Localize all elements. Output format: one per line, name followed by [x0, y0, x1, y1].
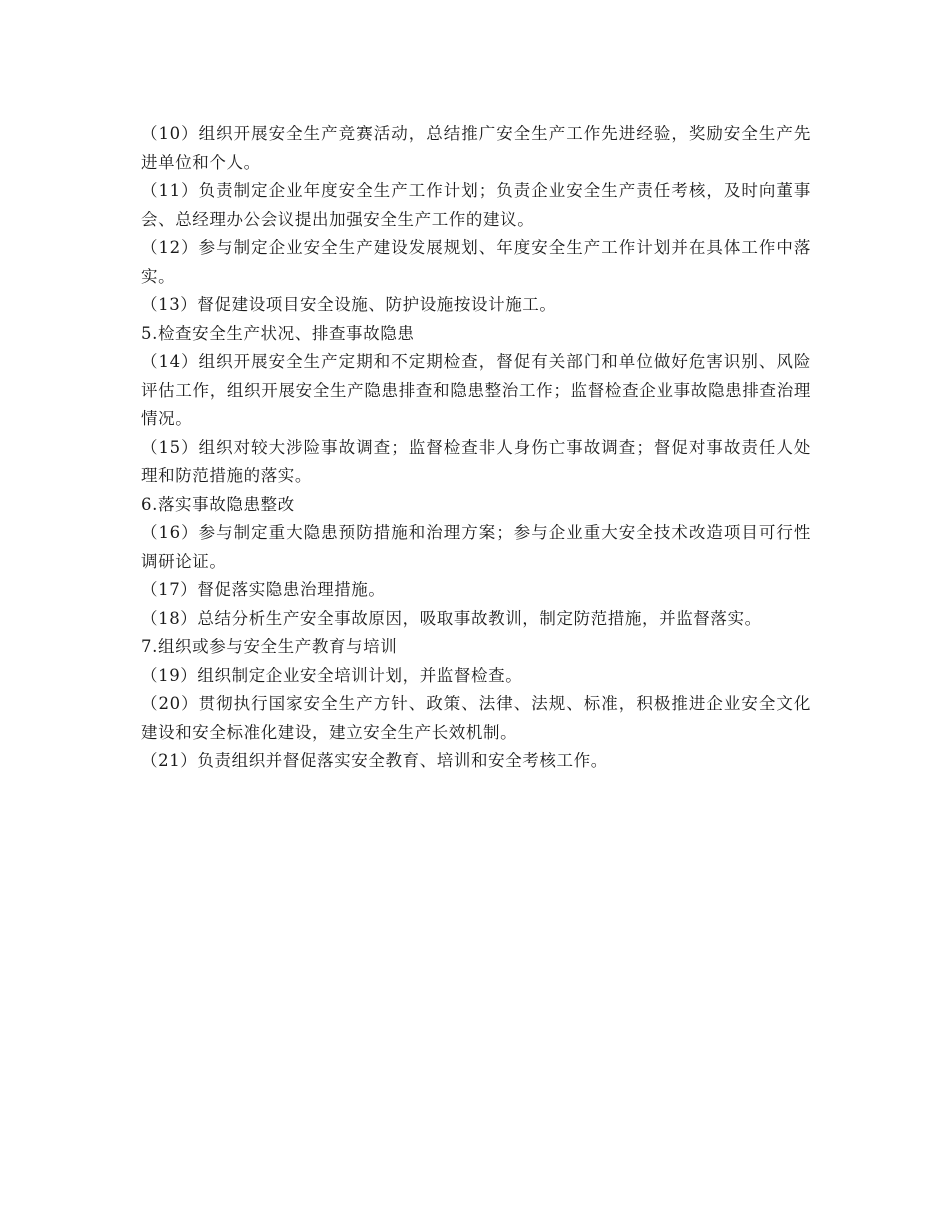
section-heading-5: 5.检查安全生产状况、排查事故隐患 [141, 323, 415, 343]
paragraph-item-10: （10）组织开展安全生产竞赛活动，总结推广安全生产工作先进经验，奖励安全生产先进单位和个人。 [141, 124, 811, 172]
paragraph-item-17: （17）督促落实隐患治理措施。 [141, 580, 386, 599]
paragraph-item-19: （19）组织制定企业安全培训计划，并监督检查。 [141, 665, 523, 685]
section-heading-6: 6.落实事故隐患整改 [141, 494, 295, 514]
section-heading-7: 7.组织或参与安全生产教育与培训 [141, 637, 398, 656]
paragraph-item-14: （14）组织开展安全生产定期和不定期检查，督促有关部门和单位做好危害识别、风险评估工作，组织开展安全生产隐患排查和隐患整治工作；监督检查企业事故隐患排查治理情况。 [141, 352, 811, 428]
document-body [141, 120, 811, 776]
paragraph-item-15: （15）组织对较大涉险事故调查；监督检查非人身伤亡事故调查；督促对事故责任人处理和防范措施的落实。 [141, 437, 811, 485]
paragraph-item-11: （11）负责制定企业年度安全生产工作计划；负责企业安全生产责任考核，及时向董事会、总经理办公会议提出加强安全生产工作的建议。 [141, 181, 811, 229]
paragraph-item-18: （18）总结分析生产安全事故原因，吸取事故教训，制定防范措施，并监督落实。 [141, 608, 762, 628]
paragraph-item-20: （20）贯彻执行国家安全生产方针、政策、法律、法规、标准，积极推进企业安全文化建设和安全标准化建设，建立安全生产长效机制。 [141, 694, 811, 742]
paragraph-item-21: （21）负责组织并督促落实安全教育、培训和安全考核工作。 [141, 751, 608, 770]
paragraph-item-12: （12）参与制定企业安全生产建设发展规划、年度安全生产工作计划并在具体工作中落实。 [141, 238, 811, 286]
paragraph-item-13: （13）督促建设项目安全设施、防护设施按设计施工。 [141, 295, 557, 314]
paragraph-item-16: （16）参与制定重大隐患预防措施和治理方案；参与企业重大安全技术改造项目可行性调研论证。 [141, 523, 811, 571]
